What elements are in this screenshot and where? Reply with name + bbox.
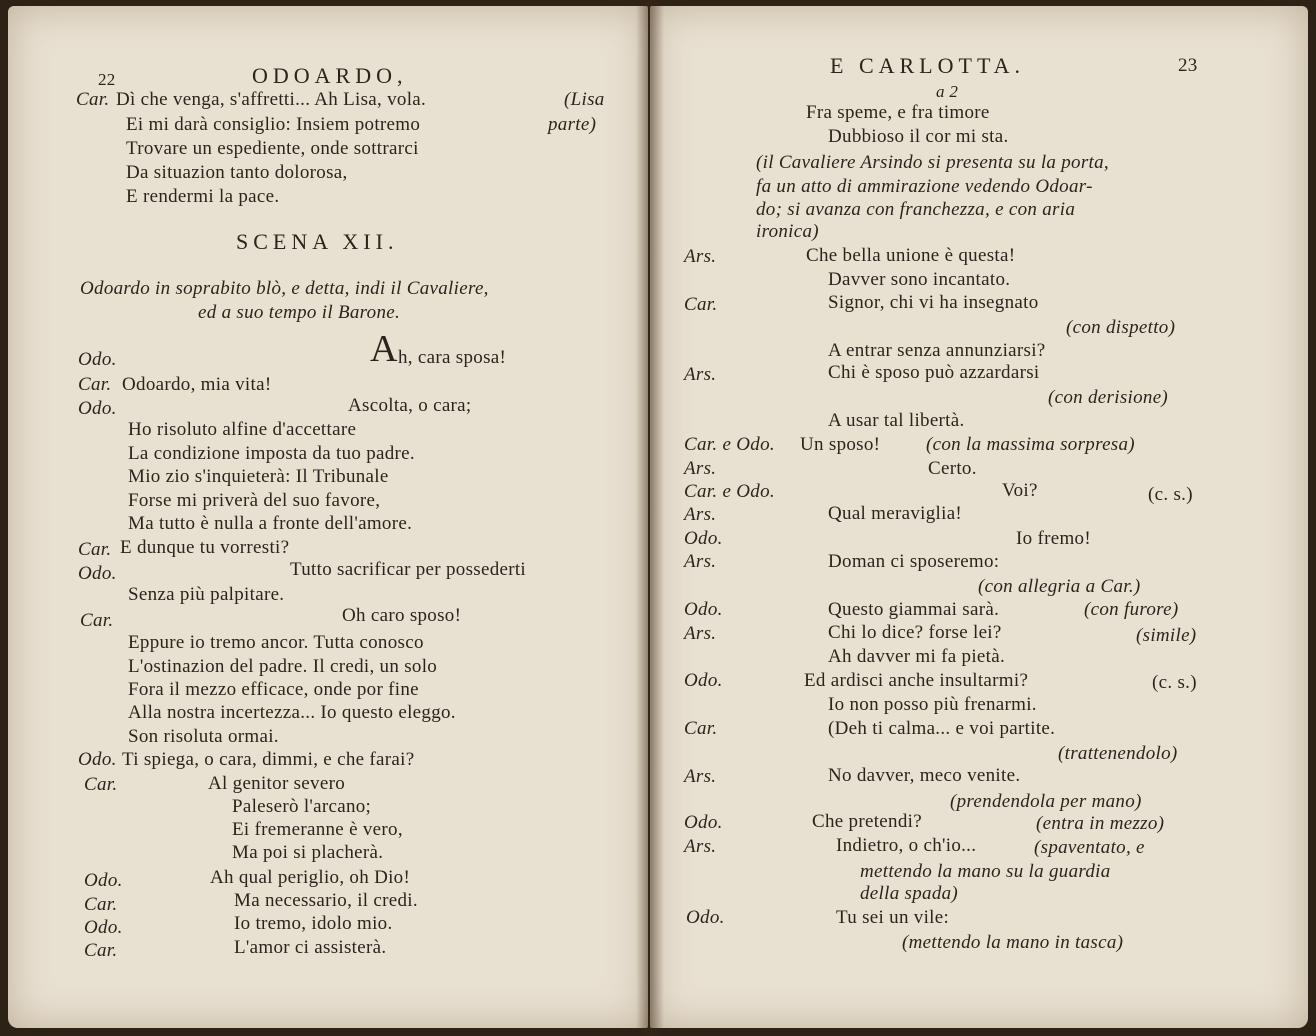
speaker-label: Car. e Odo. (684, 481, 775, 502)
page-number: 23 (1178, 55, 1198, 76)
verse-line: Signor, chi vi ha insegnato (828, 292, 1039, 313)
verse-line: Io fremo! (1016, 528, 1091, 549)
verse-line: A entrar senza annunziarsi? (828, 340, 1046, 361)
a-due-marker: a 2 (936, 82, 959, 101)
verse-line: Chi è sposo può azzardarsi (828, 362, 1040, 383)
scene-description: ed a suo tempo il Barone. (198, 302, 401, 323)
speaker-label: Ars. (684, 766, 717, 787)
speaker-label: Car. (84, 774, 118, 795)
speaker-label: Car. (684, 718, 718, 739)
verse-line: L'amor ci assisterà. (234, 937, 387, 958)
stage-direction: (c. s.) (1152, 672, 1197, 693)
page-number: 22 (98, 70, 116, 89)
speaker-label: Car. (84, 894, 118, 915)
stage-direction: (con la massima sorpresa) (926, 434, 1135, 455)
speaker-label: Car. (84, 940, 118, 961)
stage-direction: (spaventato, e (1034, 837, 1145, 858)
stage-direction: (entra in mezzo) (1036, 813, 1165, 834)
verse-line: Io non posso più frenarmi. (828, 694, 1037, 715)
verse-line: h, cara sposa! (398, 347, 507, 368)
speaker-label: Car. (76, 89, 110, 110)
stage-direction: (trattenendolo) (1058, 743, 1178, 764)
stage-direction: (con allegria a Car.) (978, 576, 1141, 597)
speaker-label: Ars. (684, 623, 717, 644)
verse-line: No davver, meco venite. (828, 765, 1021, 786)
verse-line: Che pretendi? (812, 811, 922, 832)
verse-line: Ah qual periglio, oh Dio! (210, 867, 411, 888)
verse-line: Ma tutto è nulla a fronte dell'amore. (128, 513, 413, 534)
verse-line: Che bella unione è questa! (806, 245, 1016, 266)
stage-direction: (con furore) (1084, 599, 1179, 620)
speaker-label: Ars. (684, 458, 717, 479)
stage-direction: (con dispetto) (1066, 317, 1176, 338)
speaker-label: Odo. (78, 749, 117, 770)
verse-line: Ed ardisci anche insultarmi? (804, 670, 1029, 691)
verse-line: (Deh ti calma... e voi partite. (828, 718, 1056, 739)
speaker-label: Car. (78, 374, 112, 395)
stage-direction: della spada) (860, 883, 959, 904)
speaker-label: Odo. (686, 907, 725, 928)
stage-direction: (Lisa (564, 89, 605, 110)
drop-cap: A (370, 328, 398, 370)
verse-line: L'ostinazion del padre. Il credi, un solo (128, 656, 438, 677)
verse-line: E dunque tu vorresti? (120, 537, 290, 558)
stage-direction: ironica) (756, 221, 819, 242)
verse-line: Alla nostra incertezza... Io questo eleggo. (128, 702, 456, 723)
verse-line: Al genitor severo (208, 773, 346, 794)
verse-line: Tutto sacrificar per possederti (290, 559, 527, 580)
running-head: ODOARDO, (252, 63, 408, 88)
stage-direction: (il Cavaliere Arsindo si presenta su la porta, (756, 152, 1109, 173)
speaker-label: Car. (80, 610, 114, 631)
speaker-label: Odo. (684, 528, 723, 549)
verse-line: Odoardo, mia vita! (122, 374, 272, 395)
right-page (650, 6, 1308, 1028)
speaker-label: Odo. (684, 599, 723, 620)
stage-direction: parte) (548, 114, 597, 135)
verse-line: Mio zio s'inquieterà: Il Tribunale (128, 466, 389, 487)
verse-line: Ei fremeranne è vero, (232, 819, 403, 840)
verse-line: E rendermi la pace. (126, 186, 280, 207)
verse-line: Son risoluta ormai. (128, 726, 279, 747)
speaker-label: Ars. (684, 504, 717, 525)
verse-line: Eppure io tremo ancor. Tutta conosco (128, 632, 424, 653)
verse-line: Doman ci sposeremo: (828, 551, 1000, 572)
speaker-label: Ars. (684, 364, 717, 385)
speaker-label: Car. e Odo. (684, 434, 775, 455)
speaker-label: Ars. (684, 246, 717, 267)
verse-line: Senza più palpitare. (128, 584, 285, 605)
verse-line: Qual meraviglia! (828, 503, 963, 524)
speaker-label: Odo. (84, 870, 123, 891)
verse-line: Forse mi priverà del suo favore, (128, 490, 381, 511)
verse-line: Questo giammai sarà. (828, 599, 1000, 620)
verse-line: Ah davver mi fa pietà. (828, 646, 1006, 667)
verse-line: Indietro, o ch'io... (836, 835, 977, 856)
verse-line: A usar tal libertà. (828, 410, 965, 431)
verse-line: Un sposo! (800, 434, 881, 455)
verse-line: Ho risoluto alfine d'accettare (128, 419, 357, 440)
speaker-label: Odo. (684, 670, 723, 691)
verse-line: Davver sono incantato. (828, 269, 1011, 290)
verse-line: Fra speme, e fra timore (806, 102, 990, 123)
book-gutter (636, 0, 664, 1036)
stage-direction: do; si avanza con franchezza, e con aria (756, 199, 1076, 220)
verse-line: Voi? (1002, 480, 1038, 501)
speaker-label: Odo. (684, 812, 723, 833)
verse-line: Oh caro sposo! (342, 605, 462, 626)
verse-line: Trovare un espediente, onde sottrarci (126, 138, 419, 159)
verse-line: Tu sei un vile: (836, 907, 950, 928)
verse-line: La condizione imposta da tuo padre. (128, 443, 415, 464)
stage-direction: (mettendo la mano in tasca) (902, 932, 1124, 953)
verse-line: Paleserò l'arcano; (232, 796, 372, 817)
verse-line: Dubbioso il cor mi sta. (828, 126, 1009, 147)
verse-line: Ascolta, o cara; (348, 395, 472, 416)
stage-direction: (simile) (1136, 625, 1197, 646)
speaker-label: Car. (684, 294, 718, 315)
verse-line: Io tremo, idolo mio. (234, 913, 393, 934)
verse-line: Ei mi darà consiglio: Insiem potremo (126, 114, 421, 135)
speaker-label: Odo. (84, 917, 123, 938)
speaker-label: Car. (78, 539, 112, 560)
left-page (8, 6, 648, 1028)
scene-description: Odoardo in soprabito blò, e detta, indi il Cavaliere, (80, 278, 489, 299)
speaker-label: Odo. (78, 398, 117, 419)
verse-line: Dì che venga, s'affretti... Ah Lisa, vola. (116, 89, 427, 110)
stage-direction: (c. s.) (1148, 484, 1193, 505)
scene-title: SCENA XII. (236, 229, 399, 254)
verse-line: Certo. (928, 458, 977, 479)
speaker-label: Ars. (684, 551, 717, 572)
running-head: E CARLOTTA. (830, 53, 1026, 78)
stage-direction: fa un atto di ammirazione vedendo Odoar- (756, 176, 1093, 197)
speaker-label: Odo. (78, 563, 117, 584)
verse-line: Fora il mezzo efficace, onde por fine (128, 679, 419, 700)
verse-line: Ma necessario, il credi. (234, 890, 418, 911)
verse-line: Ma poi si placherà. (232, 842, 384, 863)
verse-line: Chi lo dice? forse lei? (828, 622, 1002, 643)
stage-direction: (con derisione) (1048, 387, 1169, 408)
speaker-label: Odo. (78, 349, 117, 370)
stage-direction: (prendendola per mano) (950, 791, 1142, 812)
verse-line: Da situazion tanto dolorosa, (126, 162, 348, 183)
stage-direction: mettendo la mano su la guardia (860, 861, 1111, 882)
verse-line: Ti spiega, o cara, dimmi, e che farai? (122, 749, 415, 770)
speaker-label: Ars. (684, 836, 717, 857)
